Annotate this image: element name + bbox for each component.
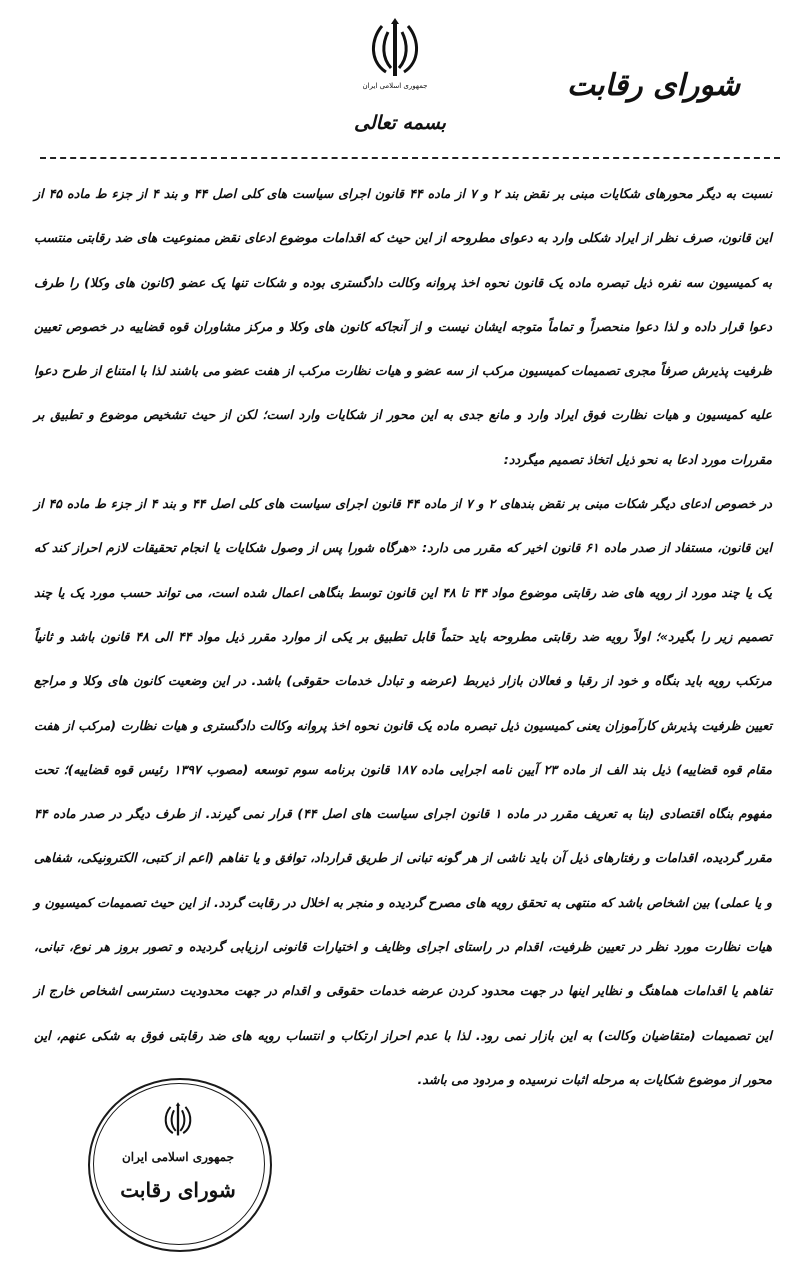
body-paragraph: نسبت به دیگر محورهای شکایات مبنی بر نقض بند ۲ و ۷ از ماده ۴۴ قانون اجرای سیاست های کلی اصل ۴۴ و بند ۴ از جزء ط ماده ۴۵ از این قانون، صرف نظر از ایراد شکلی وارد به دعوای مطروحه از این حیث که اقدامات موضوع ادعای نقض ممنوعیت های ضد رقابتی منتسب به کمیسیون سه نفره ذیل تبصره ماده یک قانون نحوه اخذ پروانه وکالت دادگستری بوده و شکات تنها یک عضو (کانون های وکلا) را طرف دعوا قرار داده و لذا دعوا منحصراً و تماماً متوجه ایشان نیست و از آنجاکه کانون های وکلا و مرکز مشاوران قوه قضاییه در خصوص تعیین ظرفیت پذیرش صرفاً مجری تصمیمات کمیسیون مرکب از سه عضو و هیات نظارت مرکب از هفت عضو می باشند لذا با امتناع از طرح دعوا علیه کمیسیون و هیات نظارت فوق ایراد وارد و مانع جدی به این محور از شکایات وارد است؛ لکن از حیث تشخیص موضوع و تطبیق بر مقررات مورد ادعا به نحو ذیل اتخاذ تصمیم میگردد: (34, 186, 772, 467)
body-paragraph: در خصوص ادعای دیگر شکات مبنی بر نقض بندهای ۲ و ۷ از ماده ۴۴ قانون اجرای سیاست های کلی اصل ۴۴ و بند ۴ از جزء ط ماده ۴۵ از این قانون، مستفاد از صدر ماده ۶۱ قانون اخیر که مقرر می دارد: «هرگاه شورا پس از وصول شکایات یا انجام تحقیقات لازم احراز کند که یک یا چند مورد از رویه های ضد رقابتی موضوع مواد ۴۴ تا ۴۸ این قانون توسط بنگاهی اعمال شده است، می تواند حسب مورد یک یا چند تصمیم زیر را بگیرد»؛ اولاً رویه ضد رقابتی مطروحه باید حتماً قابل تطبیق بر یکی از موارد مقرر ذیل مواد ۴۴ الی ۴۸ قانون باشد و ثانیاً مرتکب رویه باید بنگاه و خود از رقبا و فعالان بازار ذیربط (عرضه و تبادل خدمات حقوقی) باشد. در این وضعیت کانون های وکلا و مراجع تعیین ظرفیت پذیرش کارآموزان یعنی کمیسیون ذیل تبصره ماده یک قانون نحوه اخذ پروانه وکالت دادگستری و هیات نظارت (مرکب از هفت مقام قوه قضاییه) ذیل بند الف از ماده ۲۳ آیین نامه اجرایی ماده ۱۸۷ قانون برنامه سوم توسعه (مصوب ۱۳۹۷ رئیس قوه قضاییه)؛ تحت مفهوم بنگاه اقتصادی (بنا به تعریف مقرر در ماده ۱ قانون اجرای سیاست های اصل ۴۴) قرار نمی گیرند. از طرف دیگر در صدر ماده ۴۴ مقرر گردیده، اقدامات و رفتارهای ذیل آن باید ناشی از هر گونه تبانی از طریق قرارداد، توافق و یا تفاهم (اعم از کتبی، الکترونیکی، شفاهی و یا عملی) بین اشخاص باشد که منتهی به تحقق رویه های مصرح گردیده و منجر به اخلال در رقابت گردد. از این حیث تصمیمات کمیسیون و هیات نظارت مورد نظر در تعیین ظرفیت، اقدام در راستای اجرای وظایف و اختیارات قانونی ارزیابی گردیده و تصور بروز هر نوع، تبانی، تفاهم یا اقدامات هماهنگ و نظایر اینها در جهت محدود کردن عرضه خدمات حقوقی و اقدام در جهت محدودیت دسترسی اشخاص خارج از این تصمیمات (متقاضیان وکالت) به این بازار نمی رود. لذا با عدم احراز ارتکاب و انتساب رویه های ضد رقابتی فوق به شکی عنهم، این محور از موضوع شکایات به مرحله اثبات نرسیده و مردود می باشد. (34, 496, 773, 1087)
header-divider (40, 157, 780, 159)
seal-state-label: جمهوری اسلامی ایران (121, 1150, 235, 1164)
org-title: شورای رقابت (566, 68, 740, 103)
iran-emblem-icon (360, 14, 430, 84)
iran-emblem-icon (158, 1100, 198, 1140)
seal-org-label: شورای رقابت (120, 1178, 236, 1202)
bismillah-heading: بسمه تعالی (354, 112, 446, 134)
official-seal (88, 1078, 274, 1254)
state-label: جمهوری اسلامی ایران (362, 82, 428, 90)
letter-body (34, 172, 772, 1102)
